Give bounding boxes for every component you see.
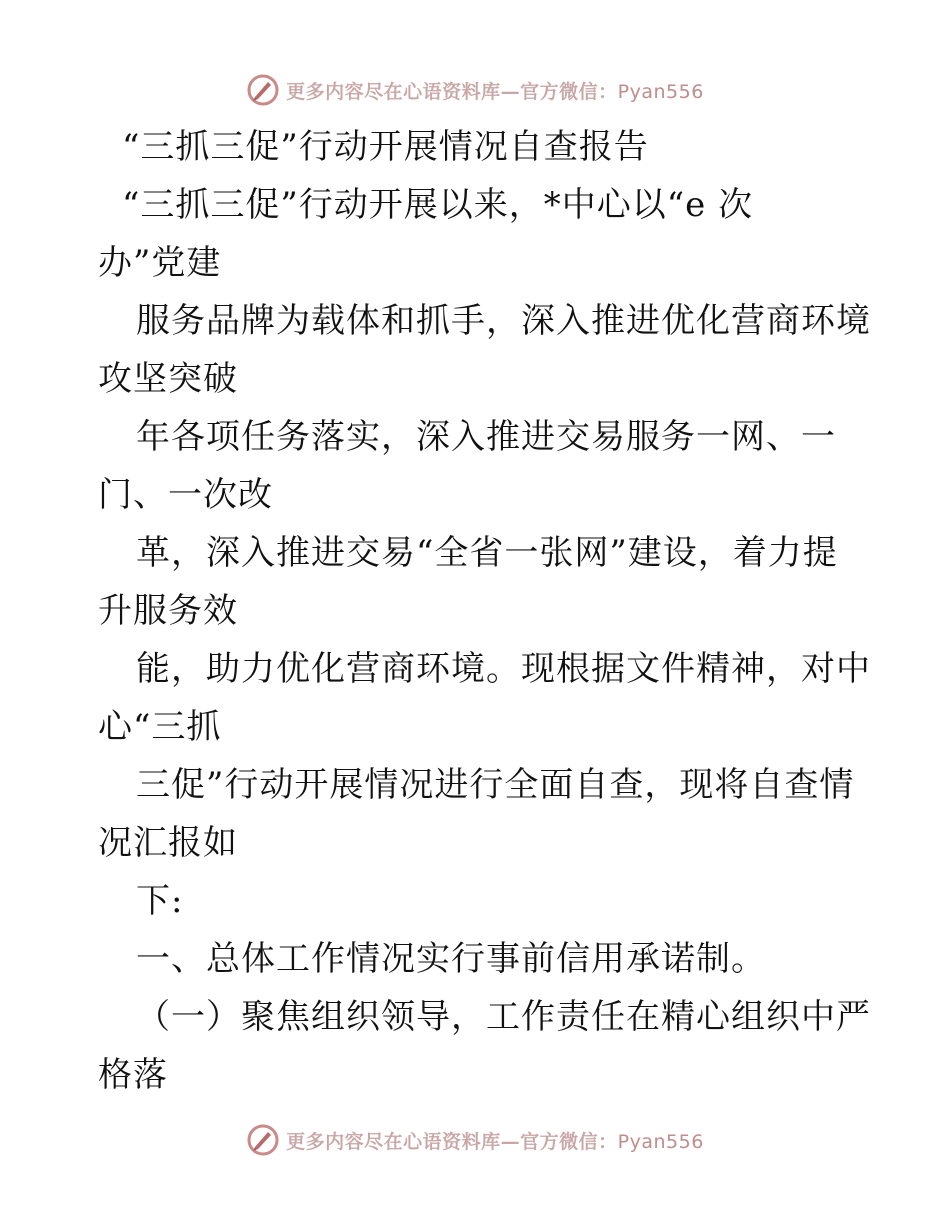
quill-circle-logo-icon (246, 73, 280, 107)
subsection-heading: （一）聚焦组织领导，工作责任在精心组织中严 (136, 997, 871, 1037)
paragraph-line: 门、一次改 (98, 475, 273, 515)
paragraph-line: 年各项任务落实，深入推进交易服务一网、一 (136, 417, 836, 457)
header-watermark (0, 70, 950, 110)
document-body (98, 118, 878, 1104)
paragraph-line: 格落 (98, 1055, 168, 1095)
section-heading: 一、总体工作情况实行事前信用承诺制。 (136, 939, 766, 979)
paragraph-line: 况汇报如 (98, 823, 238, 863)
paragraph-line: 能，助力优化营商环境。现根据文件精神，对中 (136, 649, 871, 689)
paragraph-line: “三抓三促”行动开展以来，*中心以“e 次 (122, 185, 754, 225)
document-title: “三抓三促”行动开展情况自查报告 (122, 127, 649, 167)
paragraph-line: 攻坚突破 (98, 359, 238, 399)
footer-watermark (0, 1120, 950, 1160)
watermark-text: 更多内容尽在心语资料库—官方微信：Pyan556 (286, 80, 704, 103)
paragraph-line: 革，深入推进交易“全省一张网”建设，着力提 (136, 533, 838, 573)
paragraph-line: 升服务效 (98, 591, 238, 631)
paragraph-line: 三促”行动开展情况进行全面自查，现将自查情 (136, 765, 855, 805)
paragraph-line: 办”党建 (98, 243, 222, 283)
watermark-text: 更多内容尽在心语资料库—官方微信：Pyan556 (286, 1130, 704, 1153)
paragraph-line: 下: (136, 881, 184, 921)
paragraph-line: 心“三抓 (98, 707, 222, 747)
quill-circle-logo-icon (246, 1123, 280, 1157)
paragraph-line: 服务品牌为载体和抓手，深入推进优化营商环境 (136, 301, 871, 341)
